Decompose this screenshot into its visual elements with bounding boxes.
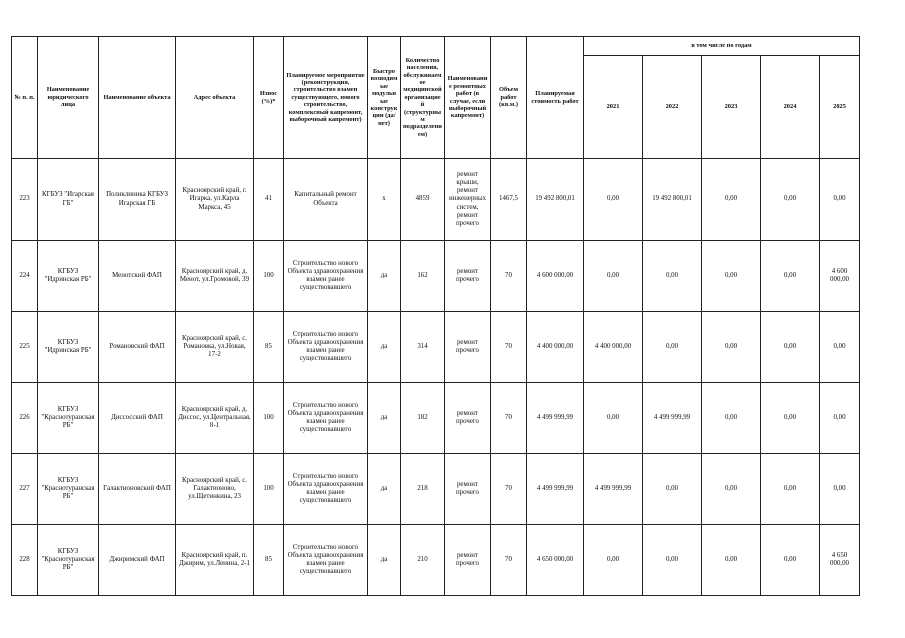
cell-wear: 100 [254, 383, 284, 454]
cell-2023: 0,00 [702, 241, 761, 312]
table-row [12, 159, 860, 241]
cell-2025: 0,00 [820, 159, 860, 241]
cell-modular: х [368, 159, 401, 241]
header-year-2025: 2025 [820, 56, 860, 159]
cell-wear: 85 [254, 525, 284, 596]
cell-wear: 41 [254, 159, 284, 241]
cell-address: Красноярский край, с. Романовка, ул.Новая, 17-2 [176, 312, 254, 383]
cell-population: 162 [401, 241, 445, 312]
capital-repair-table [11, 36, 860, 596]
cell-cost: 4 499 999,99 [527, 383, 584, 454]
cell-event: Строительство нового Объекта здравоохранения взамен ранее существовавшего [284, 383, 368, 454]
table-body [12, 159, 860, 596]
cell-modular: да [368, 383, 401, 454]
cell-num: 227 [12, 454, 38, 525]
cell-modular: да [368, 241, 401, 312]
cell-num: 226 [12, 383, 38, 454]
header-address: Адрес объекта [176, 37, 254, 159]
header-by-years: в том числе по годам [584, 37, 860, 56]
table-row [12, 241, 860, 312]
cell-2022: 0,00 [643, 241, 702, 312]
cell-2021: 0,00 [584, 241, 643, 312]
cell-modular: да [368, 525, 401, 596]
cell-2022: 0,00 [643, 312, 702, 383]
cell-repair: ремонт прочего [445, 241, 491, 312]
table-header [12, 37, 860, 159]
cell-2021: 0,00 [584, 159, 643, 241]
header-object-name: Наименование объекта [99, 37, 176, 159]
cell-2025: 4 650 000,00 [820, 525, 860, 596]
cell-address: Красноярский край, п. Джирим, ул.Ленина, 2-1 [176, 525, 254, 596]
cell-2024: 0,00 [761, 454, 820, 525]
cell-population: 314 [401, 312, 445, 383]
header-year-2023: 2023 [702, 56, 761, 159]
cell-population: 210 [401, 525, 445, 596]
cell-object: Менотский ФАП [99, 241, 176, 312]
cell-num: 224 [12, 241, 38, 312]
cell-wear: 100 [254, 241, 284, 312]
cell-event: Капитальный ремонт Объекта [284, 159, 368, 241]
cell-2023: 0,00 [702, 454, 761, 525]
cell-2022: 0,00 [643, 454, 702, 525]
header-modular: Быстро возводимые модульные конструкции (да/нет) [368, 37, 401, 159]
cell-cost: 4 650 000,00 [527, 525, 584, 596]
table-row [12, 383, 860, 454]
cell-2024: 0,00 [761, 312, 820, 383]
cell-object: Галактионовский ФАП [99, 454, 176, 525]
cell-2022: 19 492 800,01 [643, 159, 702, 241]
cell-repair: ремонт прочего [445, 312, 491, 383]
cell-entity: КГБУЗ "Игарская ГБ" [38, 159, 99, 241]
cell-2024: 0,00 [761, 383, 820, 454]
header-cost: Планируемая стоимость работ [527, 37, 584, 159]
cell-2025: 0,00 [820, 454, 860, 525]
cell-object: Диссосский ФАП [99, 383, 176, 454]
cell-cost: 4 400 000,00 [527, 312, 584, 383]
cell-object: Поликлиника КГБУЗ Игарская ГБ [99, 159, 176, 241]
table-row [12, 525, 860, 596]
cell-volume: 70 [491, 383, 527, 454]
cell-population: 182 [401, 383, 445, 454]
table-row [12, 312, 860, 383]
cell-2022: 0,00 [643, 525, 702, 596]
cell-entity: КГБУЗ "Краснотуранская РБ" [38, 525, 99, 596]
cell-event: Строительство нового Объекта здравоохранения взамен ранее существовавшего [284, 454, 368, 525]
cell-2023: 0,00 [702, 312, 761, 383]
header-year-2021: 2021 [584, 56, 643, 159]
cell-2024: 0,00 [761, 159, 820, 241]
cell-2021: 4 499 999,99 [584, 454, 643, 525]
cell-repair: ремонт прочего [445, 454, 491, 525]
cell-population: 4859 [401, 159, 445, 241]
cell-wear: 100 [254, 454, 284, 525]
cell-entity: КГБУЗ "Идринская РБ" [38, 312, 99, 383]
cell-2023: 0,00 [702, 525, 761, 596]
cell-entity: КГБУЗ "Идринская РБ" [38, 241, 99, 312]
cell-2024: 0,00 [761, 525, 820, 596]
cell-wear: 85 [254, 312, 284, 383]
cell-repair: ремонт крыши, ремонт инженерных систем, ремонт прочего [445, 159, 491, 241]
cell-event: Строительство нового Объекта здравоохранения взамен ранее существовавшего [284, 241, 368, 312]
cell-repair: ремонт прочего [445, 525, 491, 596]
cell-volume: 70 [491, 454, 527, 525]
cell-cost: 19 492 800,01 [527, 159, 584, 241]
header-planned-event: Планируемое мероприятие (реконструкция, строительство взамен существующего, нового строительство, комплексный капремонт, выборочный капремонт) [284, 37, 368, 159]
header-repair-name: Наименование ремонтных работ (в случае, если выборочный капремонт) [445, 37, 491, 159]
cell-repair: ремонт прочего [445, 383, 491, 454]
cell-modular: да [368, 312, 401, 383]
cell-volume: 70 [491, 312, 527, 383]
cell-address: Красноярский край, г. Игарка, ул.Карла Маркса, 45 [176, 159, 254, 241]
cell-object: Джиримский ФАП [99, 525, 176, 596]
cell-volume: 70 [491, 525, 527, 596]
cell-2022: 4 499 999,99 [643, 383, 702, 454]
header-num: № п. п. [12, 37, 38, 159]
cell-2021: 0,00 [584, 383, 643, 454]
cell-event: Строительство нового Объекта здравоохранения взамен ранее существовавшего [284, 312, 368, 383]
header-year-2022: 2022 [643, 56, 702, 159]
cell-object: Романовский ФАП [99, 312, 176, 383]
header-year-2024: 2024 [761, 56, 820, 159]
cell-num: 223 [12, 159, 38, 241]
cell-entity: КГБУЗ "Краснотуранская РБ" [38, 383, 99, 454]
cell-event: Строительство нового Объекта здравоохранения взамен ранее существовавшего [284, 525, 368, 596]
cell-entity: КГБУЗ "Краснотуранская РБ" [38, 454, 99, 525]
cell-2025: 0,00 [820, 312, 860, 383]
header-legal-entity: Наименование юридического лица [38, 37, 99, 159]
cell-num: 228 [12, 525, 38, 596]
cell-2025: 4 600 000,00 [820, 241, 860, 312]
cell-modular: да [368, 454, 401, 525]
table-row [12, 454, 860, 525]
cell-population: 218 [401, 454, 445, 525]
cell-num: 225 [12, 312, 38, 383]
cell-2023: 0,00 [702, 159, 761, 241]
cell-address: Красноярский край, д. Менот, ул.Громовой, 39 [176, 241, 254, 312]
cell-volume: 1467,5 [491, 159, 527, 241]
header-population: Количество населения, обслуживаемое медицинской организацией (структурным подразделением) [401, 37, 445, 159]
cell-2024: 0,00 [761, 241, 820, 312]
header-volume: Объем работ (кв.м.) [491, 37, 527, 159]
cell-2023: 0,00 [702, 383, 761, 454]
cell-volume: 70 [491, 241, 527, 312]
cell-address: Красноярский край, с. Галактионово, ул.Щетинкина, 23 [176, 454, 254, 525]
cell-2021: 4 400 000,00 [584, 312, 643, 383]
cell-2021: 0,00 [584, 525, 643, 596]
cell-cost: 4 600 000,00 [527, 241, 584, 312]
cell-cost: 4 499 999,99 [527, 454, 584, 525]
cell-2025: 0,00 [820, 383, 860, 454]
cell-address: Красноярский край, д. Диссос, ул.Центральная, 8-1 [176, 383, 254, 454]
header-wear: Износ (%)* [254, 37, 284, 159]
